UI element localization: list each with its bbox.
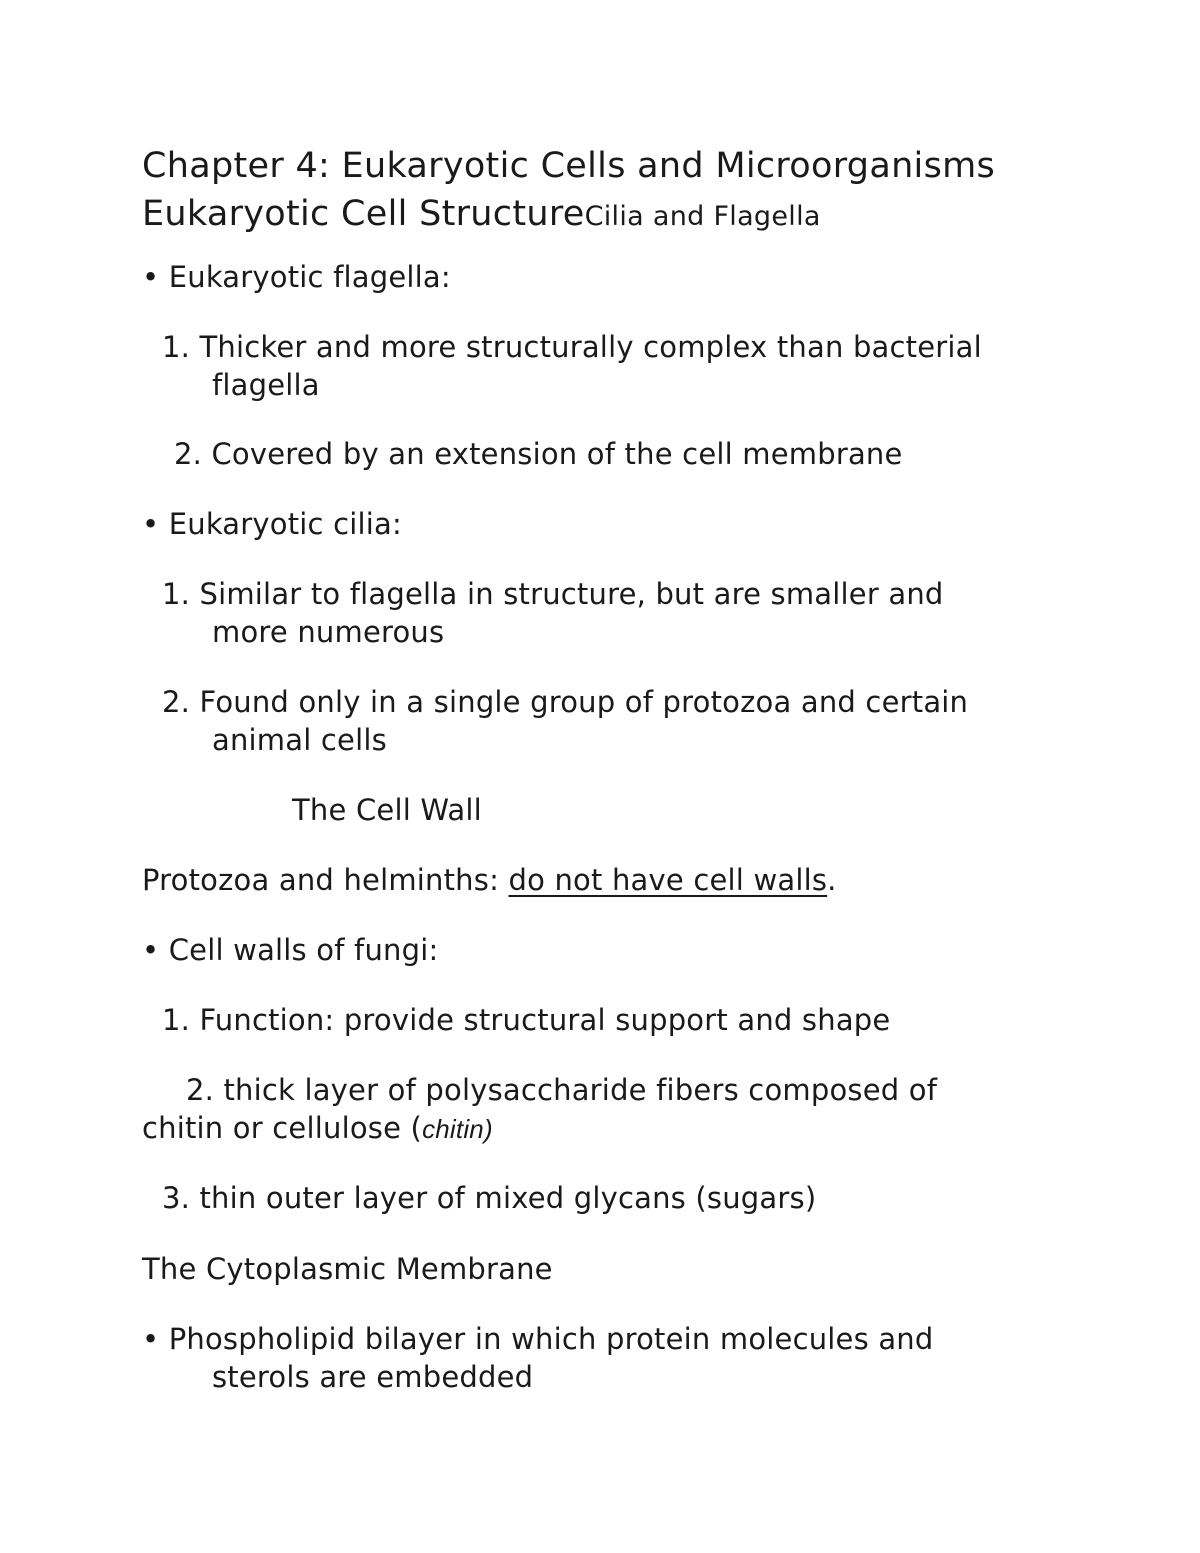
section-title-text: Eukaryotic Cell Structure	[142, 194, 585, 234]
flagella-item-1-line-2: flagella	[212, 368, 320, 402]
flagella-item-2: 2. Covered by an extension of the cell membrane	[174, 437, 903, 471]
cilia-bullet: • Eukaryotic cilia:	[142, 507, 402, 541]
membrane-bullet-line-2: sterols are embedded	[212, 1360, 534, 1394]
protozoa-prefix: Protozoa and helminths:	[142, 863, 509, 897]
membrane-bullet-line-1: • Phospholipid bilayer in which protein molecules and	[142, 1322, 934, 1356]
protozoa-statement	[142, 861, 837, 899]
section-title	[142, 192, 821, 239]
flagella-item-1-line-1: 1. Thicker and more structurally complex than bacterial	[162, 330, 982, 364]
fungi-item-3: 3. thin outer layer of mixed glycans (sugars)	[162, 1181, 817, 1215]
fungi-item-1: 1. Function: provide structural support and shape	[162, 1003, 891, 1037]
chapter-title	[142, 144, 995, 188]
chapter-title-text: Chapter 4: Eukaryotic Cells and Microorganisms	[142, 146, 996, 186]
cilia-item-2-line-1: 2. Found only in a single group of protozoa and certain	[162, 685, 969, 719]
cilia-item-2-line-2: animal cells	[212, 723, 387, 757]
fungi-bullet: • Cell walls of fungi:	[142, 933, 439, 967]
membrane-title: The Cytoplasmic Membrane	[142, 1252, 553, 1286]
fungi-item-2-line-2	[142, 1109, 493, 1148]
cell-wall-title: The Cell Wall	[292, 793, 482, 827]
protozoa-underlined: do not have cell walls	[508, 863, 828, 897]
flagella-bullet: • Eukaryotic flagella:	[142, 260, 451, 294]
protozoa-suffix: .	[827, 863, 837, 897]
fungi-item-2-italic: chitin)	[422, 1114, 493, 1144]
fungi-item-2-line-1: 2. thick layer of polysaccharide fibers composed of	[186, 1073, 938, 1107]
subsection-title: Cilia and Flagella	[584, 201, 821, 232]
cilia-item-1-line-1: 1. Similar to flagella in structure, but are smaller and	[162, 577, 944, 611]
cilia-item-1-line-2: more numerous	[212, 615, 445, 649]
fungi-item-2-prefix: chitin or cellulose (	[142, 1111, 423, 1145]
